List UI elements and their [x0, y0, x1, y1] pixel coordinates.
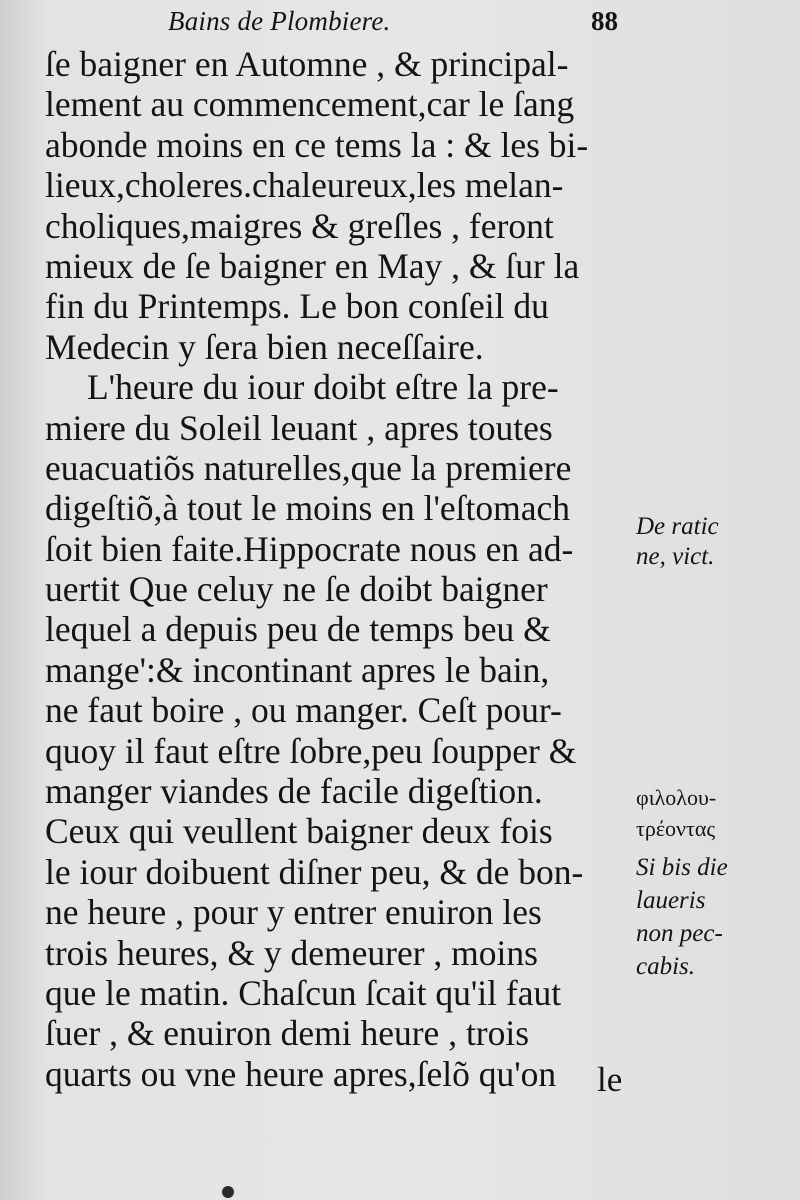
- text-line: miere du Soleil leuant , apres toutes: [45, 407, 553, 448]
- text-line: euacuatiõs naturelles,que la premiere: [45, 447, 572, 488]
- margin-note-latin: [636, 851, 728, 983]
- margin-note-greek: [636, 782, 716, 844]
- ink-speck: [222, 1186, 234, 1198]
- running-title: Bains de Plombiere.: [168, 6, 391, 36]
- margin-note-line: τρέοντας: [636, 816, 716, 841]
- text-line: mange':& incontinant apres le bain,: [45, 649, 550, 690]
- text-line: manger viandes de facile digeſtion.: [45, 771, 543, 812]
- text-line: quarts ou vne heure apres,ſelõ qu'on: [45, 1053, 557, 1094]
- text-line: choliques,maigres & greſles , feront: [45, 205, 554, 246]
- text-line: le iour doibuent diſner peu, & de bon-: [45, 851, 584, 892]
- text-line: quoy il faut eſtre ſobre,peu ſoupper &: [45, 730, 577, 771]
- text-line: trois heures, & y demeurer , moins: [45, 932, 538, 973]
- text-line: ſuer , & enuiron demi heure , trois: [45, 1013, 530, 1054]
- text-line: lieux,choleres.chaleureux,les melan-: [45, 165, 564, 206]
- margin-note-line: non pec-: [636, 920, 723, 947]
- margin-note-line: cabis.: [636, 953, 696, 980]
- page-number: 88: [591, 6, 618, 36]
- text-line: lement au commencement,car le ſang: [45, 84, 575, 125]
- text-line: digeſtiõ,à tout le moins en l'eſtomach: [45, 488, 570, 529]
- text-line: ne faut boire , ou manger. Ceſt pour-: [45, 690, 562, 731]
- body-text: [45, 44, 625, 1094]
- text-line: mieux de ſe baigner en May , & ſur la: [45, 245, 580, 286]
- margin-note-line: Si bis die: [636, 854, 728, 881]
- margin-note-line: De ratic: [636, 513, 719, 540]
- text-line: que le matin. Chaſcun ſcait qu'il faut: [45, 972, 562, 1013]
- text-line: abonde moins en ce tems la : & les bi-: [45, 124, 589, 165]
- margin-note-de-ratione-victus: [636, 512, 719, 572]
- text-line: ſoit bien faite.Hippocrate nous en ad-: [45, 528, 574, 569]
- text-line: fin du Printemps. Le bon conſeil du: [45, 286, 549, 327]
- text-line: lequel a depuis peu de temps beu &: [45, 609, 551, 650]
- text-line: ne heure , pour y entrer enuiron les: [45, 892, 542, 933]
- paragraph-start-line: L'heure du iour doibt eſtre la pre-: [87, 367, 559, 408]
- page-header: [168, 6, 618, 40]
- text-line: uertit Que celuy ne ſe doibt baigner: [45, 569, 548, 610]
- catchword: le: [597, 1060, 623, 1099]
- margin-note-line: φιλολου-: [636, 785, 717, 810]
- margin-note-line: laueris: [636, 887, 706, 914]
- text-line: Medecin y ſera bien neceſſaire.: [45, 326, 484, 367]
- text-line: Ceux qui veullent baigner deux fois: [45, 811, 553, 852]
- text-line: ſe baigner en Automne , & principal-: [45, 44, 569, 84]
- margin-note-line: ne, vict.: [636, 543, 715, 570]
